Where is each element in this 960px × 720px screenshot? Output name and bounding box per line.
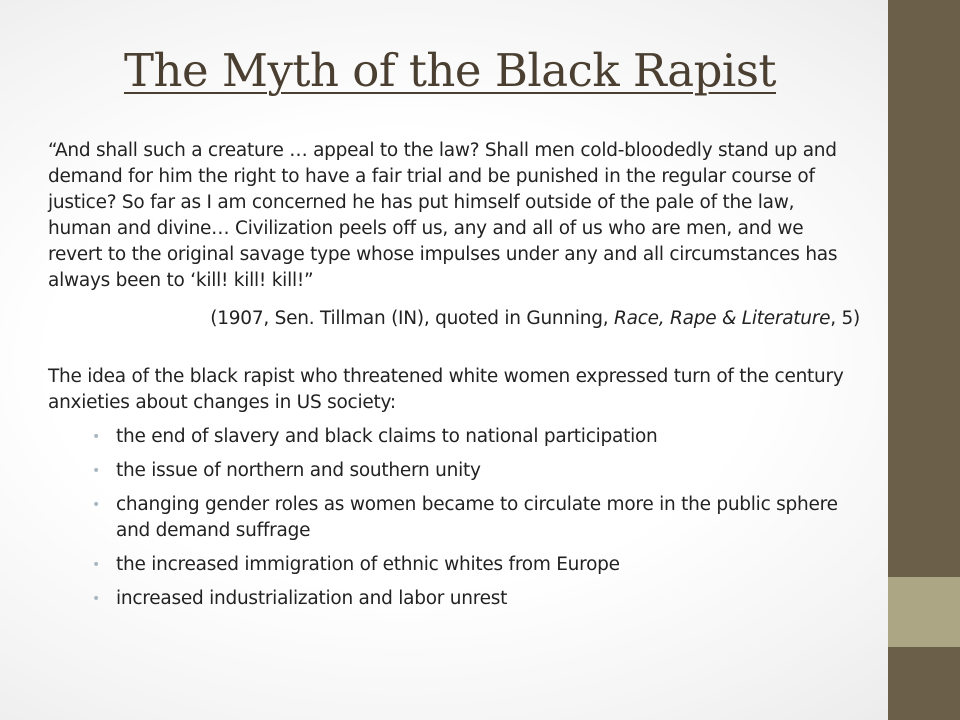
citation-prefix: (1907, Sen. Tillman (IN), quoted in Gunning, <box>210 308 614 329</box>
side-band-accent <box>888 577 960 647</box>
list-item <box>92 424 860 450</box>
intro-paragraph: The idea of the black rapist who threatened white women expressed turn of the century anxieties about changes in US society: <box>48 366 844 413</box>
slide-title: The Myth of the Black Rapist <box>123 44 777 97</box>
citation-book-title: Race, Rape & Literature <box>614 308 831 329</box>
list-item <box>92 586 860 612</box>
quote-citation <box>48 306 860 332</box>
bullet-icon: • <box>92 497 101 513</box>
bullet-icon: • <box>92 429 101 445</box>
anxieties-list <box>48 424 860 612</box>
side-band-top <box>888 0 960 575</box>
list-item-text: the issue of northern and southern unity <box>116 460 481 481</box>
side-decorative-band <box>888 0 960 720</box>
bullet-icon: • <box>92 557 101 573</box>
list-item-text: the increased immigration of ethnic whites from Europe <box>116 554 620 575</box>
slide-body <box>48 138 860 612</box>
list-item <box>92 492 860 544</box>
list-item-text: increased industrialization and labor unrest <box>116 588 508 609</box>
side-band-bottom <box>888 649 960 720</box>
list-item <box>92 552 860 578</box>
bullet-icon: • <box>92 463 101 479</box>
tillman-quote: “And shall such a creature … appeal to the law? Shall men cold-bloodedly stand up and demand for him the right to have a fair trial and be punished in the regular course of justice? So far as I am concerned he has put himself outside of the pale of the law, human and divine… Civilization peels off us, any and all of us who are men, and we revert to the original savage type whose impulses under any and all circumstances has always been to ‘kill! kill! kill!” <box>48 140 838 291</box>
list-item-text: changing gender roles as women became to circulate more in the public sphere and demand suffrage <box>116 494 838 541</box>
list-item-text: the end of slavery and black claims to national participation <box>116 426 658 447</box>
bullet-icon: • <box>92 591 101 607</box>
citation-suffix: , 5) <box>830 308 860 329</box>
list-item <box>92 458 860 484</box>
